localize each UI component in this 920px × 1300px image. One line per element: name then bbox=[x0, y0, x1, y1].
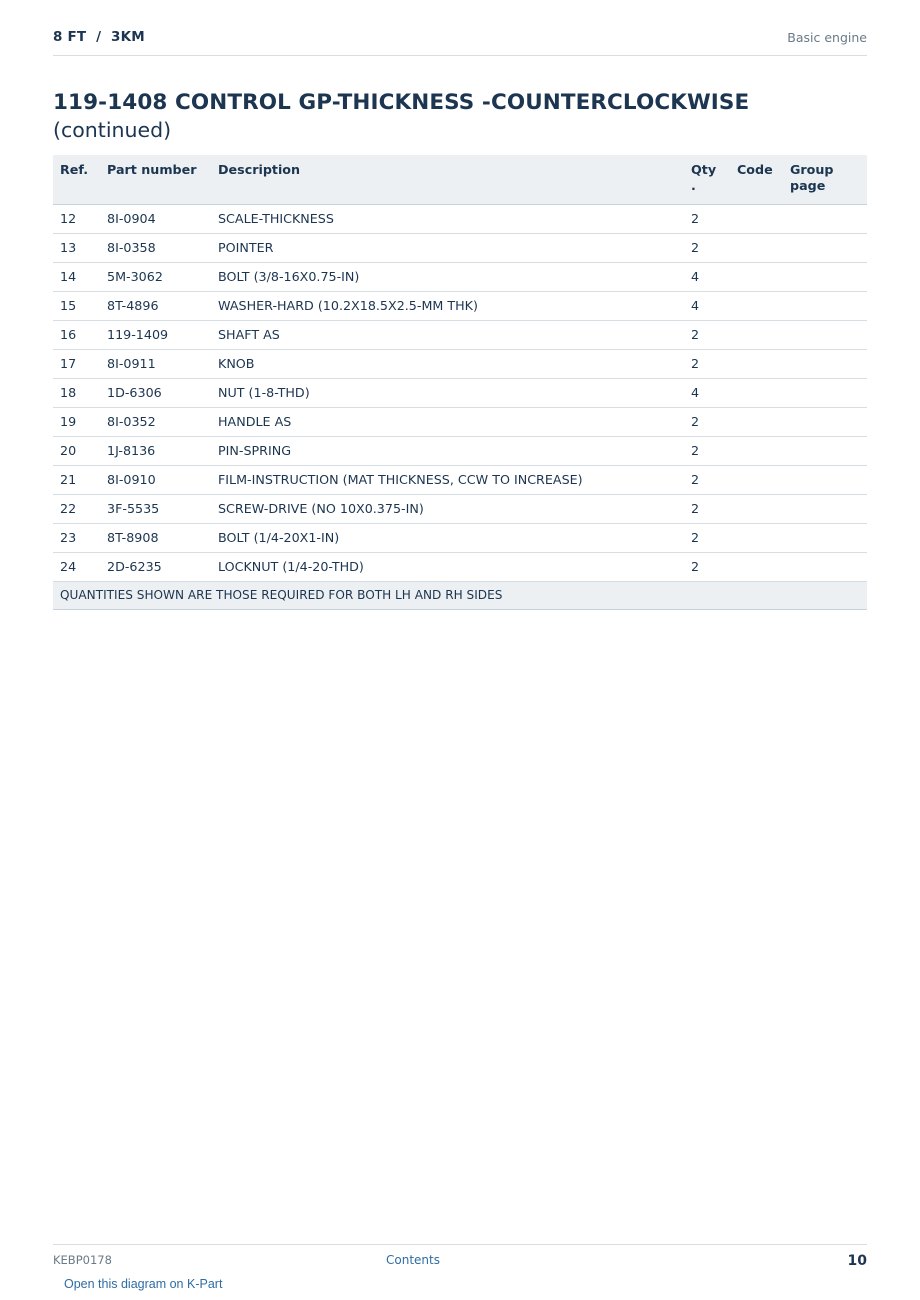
cell-code bbox=[730, 233, 783, 262]
cell-code bbox=[730, 378, 783, 407]
cell-qty: 4 bbox=[684, 262, 730, 291]
header-group-page: Group page bbox=[783, 155, 867, 204]
cell-description: HANDLE AS bbox=[211, 407, 684, 436]
cell-part-number: 8I-0910 bbox=[100, 465, 211, 494]
cell-qty: 2 bbox=[684, 349, 730, 378]
cell-code bbox=[730, 320, 783, 349]
cell-group-page bbox=[783, 378, 867, 407]
cell-ref: 19 bbox=[53, 407, 100, 436]
cell-group-page bbox=[783, 465, 867, 494]
cell-description: BOLT (3/8-16X0.75-IN) bbox=[211, 262, 684, 291]
table-note: QUANTITIES SHOWN ARE THOSE REQUIRED FOR BOTH LH AND RH SIDES bbox=[53, 581, 867, 609]
table-note-row bbox=[53, 581, 867, 609]
cell-description: SCALE-THICKNESS bbox=[211, 204, 684, 233]
model-label: 8 FT / 3KM bbox=[53, 29, 145, 45]
header-ref: Ref. bbox=[53, 155, 100, 204]
cell-description: KNOB bbox=[211, 349, 684, 378]
cell-description: NUT (1-8-THD) bbox=[211, 378, 684, 407]
cell-group-page bbox=[783, 262, 867, 291]
cell-group-page bbox=[783, 320, 867, 349]
cell-group-page bbox=[783, 204, 867, 233]
cell-qty: 4 bbox=[684, 378, 730, 407]
cell-qty: 2 bbox=[684, 407, 730, 436]
cell-group-page bbox=[783, 407, 867, 436]
table-row bbox=[53, 465, 867, 494]
kpart-link[interactable]: Open this diagram on K-Part bbox=[64, 1277, 223, 1291]
cell-ref: 21 bbox=[53, 465, 100, 494]
cell-part-number: 8T-4896 bbox=[100, 291, 211, 320]
table-header-row bbox=[53, 155, 867, 204]
cell-part-number: 5M-3062 bbox=[100, 262, 211, 291]
contents-link[interactable]: Contents bbox=[386, 1253, 440, 1267]
cell-code bbox=[730, 494, 783, 523]
cell-code bbox=[730, 523, 783, 552]
cell-code bbox=[730, 291, 783, 320]
cell-part-number: 8I-0352 bbox=[100, 407, 211, 436]
cell-group-page bbox=[783, 523, 867, 552]
table-row bbox=[53, 291, 867, 320]
cell-part-number: 8I-0358 bbox=[100, 233, 211, 262]
cell-code bbox=[730, 262, 783, 291]
cell-description: LOCKNUT (1/4-20-THD) bbox=[211, 552, 684, 581]
cell-qty: 2 bbox=[684, 204, 730, 233]
cell-group-page bbox=[783, 494, 867, 523]
table-row bbox=[53, 233, 867, 262]
table-row bbox=[53, 494, 867, 523]
table-row bbox=[53, 262, 867, 291]
cell-description: BOLT (1/4-20X1-IN) bbox=[211, 523, 684, 552]
cell-code bbox=[730, 436, 783, 465]
cell-part-number: 119-1409 bbox=[100, 320, 211, 349]
cell-ref: 12 bbox=[53, 204, 100, 233]
cell-code bbox=[730, 407, 783, 436]
page-number: 10 bbox=[847, 1253, 867, 1269]
cell-part-number: 8I-0904 bbox=[100, 204, 211, 233]
cell-group-page bbox=[783, 436, 867, 465]
cell-ref: 13 bbox=[53, 233, 100, 262]
header-description: Description bbox=[211, 155, 684, 204]
cell-code bbox=[730, 349, 783, 378]
cell-description: FILM-INSTRUCTION (MAT THICKNESS, CCW TO INCREASE) bbox=[211, 465, 684, 494]
cell-group-page bbox=[783, 552, 867, 581]
cell-group-page bbox=[783, 349, 867, 378]
cell-ref: 16 bbox=[53, 320, 100, 349]
header-qty: Qty . bbox=[684, 155, 730, 204]
section-label: Basic engine bbox=[787, 30, 867, 45]
cell-description: SCREW-DRIVE (NO 10X0.375-IN) bbox=[211, 494, 684, 523]
cell-ref: 20 bbox=[53, 436, 100, 465]
table-row bbox=[53, 523, 867, 552]
cell-description: WASHER-HARD (10.2X18.5X2.5-MM THK) bbox=[211, 291, 684, 320]
cell-group-page bbox=[783, 291, 867, 320]
table-row bbox=[53, 552, 867, 581]
cell-ref: 18 bbox=[53, 378, 100, 407]
page-header bbox=[53, 29, 867, 56]
cell-qty: 2 bbox=[684, 494, 730, 523]
cell-description: SHAFT AS bbox=[211, 320, 684, 349]
cell-part-number: 2D-6235 bbox=[100, 552, 211, 581]
cell-group-page bbox=[783, 233, 867, 262]
cell-part-number: 1D-6306 bbox=[100, 378, 211, 407]
cell-qty: 2 bbox=[684, 436, 730, 465]
table-row bbox=[53, 204, 867, 233]
page-title: 119-1408 CONTROL GP-THICKNESS -COUNTERCLOCKWISE bbox=[53, 90, 750, 115]
header-part-number: Part number bbox=[100, 155, 211, 204]
cell-qty: 2 bbox=[684, 465, 730, 494]
cell-part-number: 8I-0911 bbox=[100, 349, 211, 378]
cell-qty: 2 bbox=[684, 523, 730, 552]
table-row bbox=[53, 378, 867, 407]
footer-doc-id: KEBP0178 bbox=[53, 1253, 112, 1267]
cell-part-number: 1J-8136 bbox=[100, 436, 211, 465]
table-row bbox=[53, 436, 867, 465]
header-code: Code bbox=[730, 155, 783, 204]
cell-qty: 2 bbox=[684, 233, 730, 262]
cell-ref: 22 bbox=[53, 494, 100, 523]
cell-qty: 2 bbox=[684, 552, 730, 581]
cell-ref: 14 bbox=[53, 262, 100, 291]
cell-qty: 4 bbox=[684, 291, 730, 320]
cell-description: PIN-SPRING bbox=[211, 436, 684, 465]
cell-ref: 24 bbox=[53, 552, 100, 581]
cell-code bbox=[730, 465, 783, 494]
page-subtitle: (continued) bbox=[53, 118, 172, 142]
parts-table bbox=[53, 155, 867, 610]
cell-code bbox=[730, 552, 783, 581]
table-body bbox=[53, 204, 867, 581]
cell-part-number: 3F-5535 bbox=[100, 494, 211, 523]
cell-code bbox=[730, 204, 783, 233]
cell-ref: 15 bbox=[53, 291, 100, 320]
cell-part-number: 8T-8908 bbox=[100, 523, 211, 552]
cell-qty: 2 bbox=[684, 320, 730, 349]
table-row bbox=[53, 407, 867, 436]
table-row bbox=[53, 349, 867, 378]
table-row bbox=[53, 320, 867, 349]
footer-divider bbox=[53, 1244, 867, 1245]
cell-ref: 23 bbox=[53, 523, 100, 552]
cell-ref: 17 bbox=[53, 349, 100, 378]
cell-description: POINTER bbox=[211, 233, 684, 262]
